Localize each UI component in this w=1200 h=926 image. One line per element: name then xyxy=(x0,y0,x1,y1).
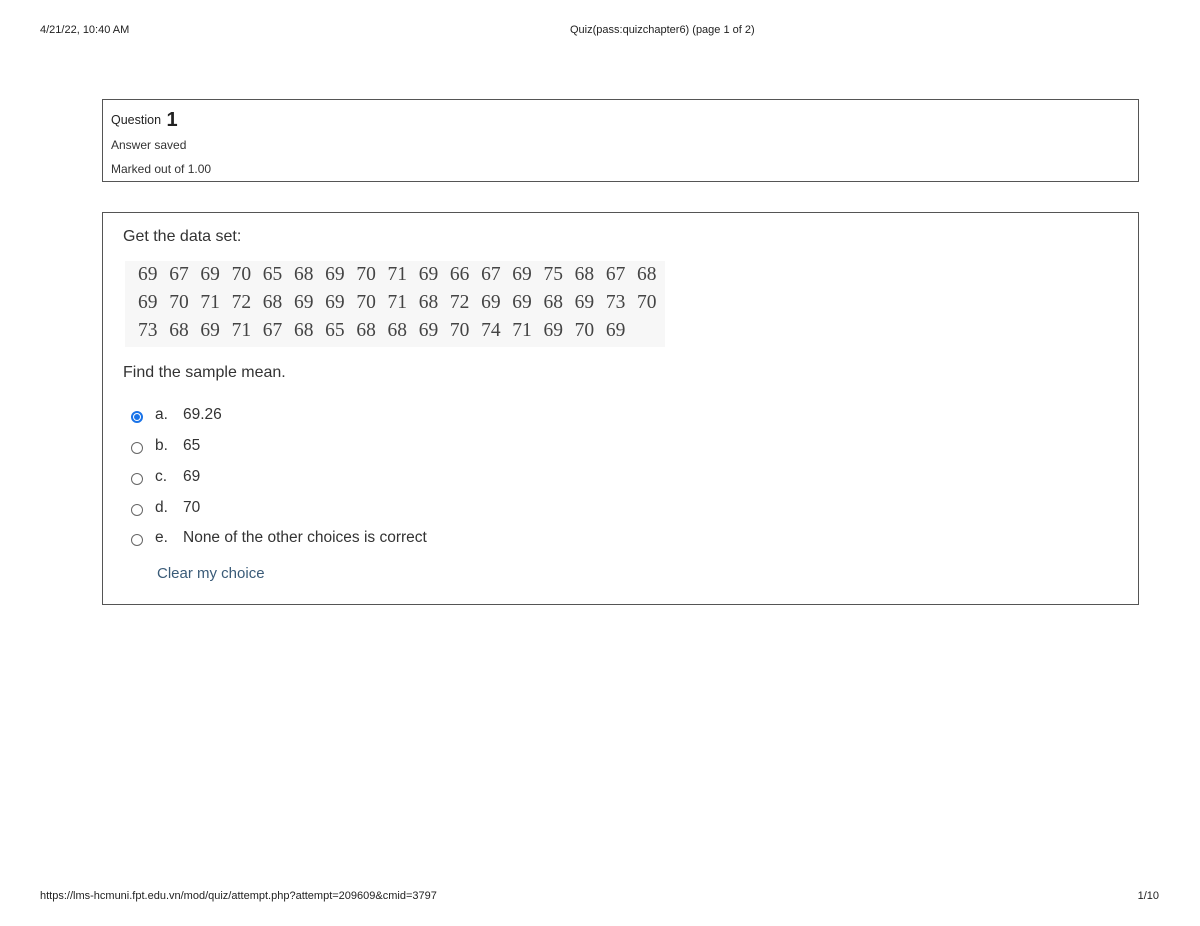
print-page-title: Quiz(pass:quizchapter6) (page 1 of 2) xyxy=(570,24,755,36)
data-value: 69 xyxy=(512,264,532,285)
data-value: 65 xyxy=(262,264,283,285)
radio-c[interactable] xyxy=(131,473,143,485)
data-value: 67 xyxy=(605,264,626,285)
data-value: 67 xyxy=(481,264,501,285)
question-text: Get the data set: xyxy=(123,228,242,245)
data-value: 69 xyxy=(293,292,314,313)
question-content xyxy=(102,212,1139,605)
question-number xyxy=(111,109,178,132)
option-text: 69.26 xyxy=(183,406,222,423)
dataset-row xyxy=(138,264,668,286)
data-value: 70 xyxy=(356,292,376,313)
data-value: 69 xyxy=(325,264,345,285)
data-value: 70 xyxy=(169,292,189,313)
question-state: Answer saved xyxy=(111,138,187,152)
radio-d[interactable] xyxy=(131,504,143,516)
question-grade: Marked out of 1.00 xyxy=(111,162,212,176)
data-value: 74 xyxy=(481,320,501,341)
radio-a[interactable] xyxy=(131,411,143,423)
option-letter: d. xyxy=(155,499,168,516)
data-value: 69 xyxy=(512,292,532,313)
data-value: 68 xyxy=(637,264,657,285)
data-value: 68 xyxy=(543,292,563,313)
data-value: 71 xyxy=(231,320,252,341)
radio-e[interactable] xyxy=(131,534,143,546)
option-text: 70 xyxy=(183,499,201,516)
data-value: 68 xyxy=(356,320,376,341)
data-value: 69 xyxy=(605,320,626,341)
data-value: 72 xyxy=(231,292,252,313)
data-value: 68 xyxy=(574,264,595,285)
option-text: 65 xyxy=(183,437,201,454)
dataset-row xyxy=(138,320,637,342)
print-datetime: 4/21/22, 10:40 AM xyxy=(40,24,130,36)
data-value: 65 xyxy=(325,320,345,341)
question-info xyxy=(102,99,1139,182)
option-text: 69 xyxy=(183,468,201,485)
option-text: None of the other choices is correct xyxy=(183,529,427,546)
data-value: 69 xyxy=(543,320,563,341)
data-value: 70 xyxy=(449,320,470,341)
data-value: 75 xyxy=(543,264,563,285)
data-value: 70 xyxy=(574,320,595,341)
option-letter: e. xyxy=(155,529,168,546)
print-page-number: 1/10 xyxy=(1137,890,1159,902)
data-value: 69 xyxy=(574,292,595,313)
clear-choice-link[interactable]: Clear my choice xyxy=(157,565,265,582)
dataset-row xyxy=(138,292,668,314)
data-value: 71 xyxy=(387,264,407,285)
data-value: 73 xyxy=(138,320,158,341)
data-value: 67 xyxy=(262,320,283,341)
data-value: 69 xyxy=(138,292,158,313)
data-value: 69 xyxy=(418,320,439,341)
option-letter: c. xyxy=(155,468,168,485)
radio-b[interactable] xyxy=(131,442,143,454)
data-value: 68 xyxy=(169,320,189,341)
data-value: 73 xyxy=(605,292,626,313)
data-value: 68 xyxy=(293,320,314,341)
data-value: 68 xyxy=(418,292,439,313)
data-value: 71 xyxy=(200,292,220,313)
print-url: https://lms-hcmuni.fpt.edu.vn/mod/quiz/attempt.php?attempt=209609&cmid=3797 xyxy=(40,890,437,902)
data-value: 69 xyxy=(418,264,439,285)
option-letter: a. xyxy=(155,406,168,423)
data-value: 69 xyxy=(481,292,501,313)
data-value: 72 xyxy=(449,292,470,313)
data-value: 69 xyxy=(200,320,220,341)
question-prompt: Find the sample mean. xyxy=(123,364,286,381)
data-value: 69 xyxy=(200,264,220,285)
data-value: 68 xyxy=(262,292,283,313)
question-label: Question xyxy=(111,113,162,127)
question-number-value: 1 xyxy=(166,109,178,131)
data-value: 66 xyxy=(449,264,470,285)
data-value: 69 xyxy=(138,264,158,285)
option-letter: b. xyxy=(155,437,168,454)
data-value: 68 xyxy=(387,320,407,341)
data-value: 70 xyxy=(637,292,657,313)
data-value: 67 xyxy=(169,264,189,285)
data-value: 70 xyxy=(231,264,252,285)
data-value: 70 xyxy=(356,264,376,285)
data-value: 71 xyxy=(387,292,407,313)
data-value: 68 xyxy=(293,264,314,285)
dataset-image xyxy=(125,261,665,347)
data-value: 71 xyxy=(512,320,532,341)
data-value: 69 xyxy=(325,292,345,313)
